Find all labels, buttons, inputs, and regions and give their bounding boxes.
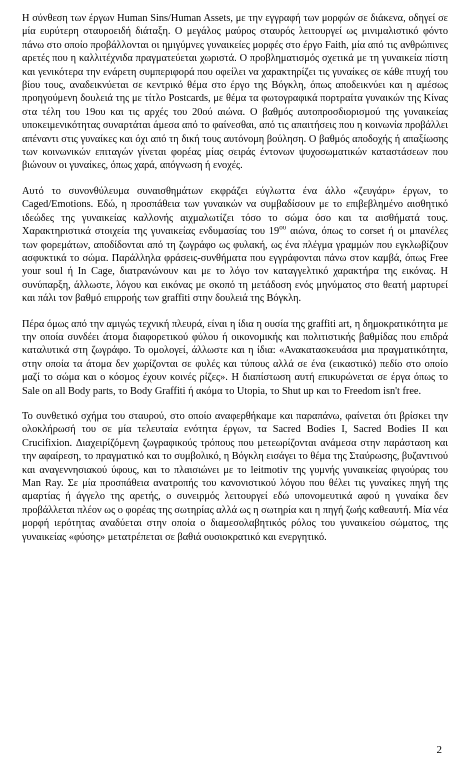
paragraph-2-text-b: αιώνα, όπως το corset ή οι μπανέλες των φορεμάτων, αποδίδονται από τη ζωγράφο ως φυλακή, ως ένα πλέγμα γραμμών που εγκλωβίζουν ασφυκτικά το σώμα. Παράλληλα φράσεις-συνθήματα που εγγράφονται πάνω στον καμβά, όπως Free your soul ή In Cage, διατρανώνουν και με το λόγο τον καταγγελτικό χαρακτήρα της εικόνας. Η συνύπαρξη, άλλωστε, λόγου και εικόνας με σκοπό τη μετάδοση ενός μηνύματος στο θεατή μαρτυρεί και πάλι τον βαθμό επιρροής των graffiti στην δουλειά της Βόγκλη. <box>22 226 448 305</box>
paragraph-2 <box>22 185 448 306</box>
paragraph-2-text-a: Αυτό το συνονθύλευμα συναισθημάτων εκφράζει εύγλωττα ένα άλλο «ζευγάρι» έργων, το Caged/Emotions. Εδώ, η προσπάθεια των γυναικών να συμβαδίσουν με το επιβεβλημένο αισθητικό ιδεώδες της γυναικείας καλλονής αιχμαλωτίζει τόσο το σώμα όσο και τα αισθήματά τους. Χαρακτηριστικά στοιχεία της γυναικείας ενδυμασίας του 19 <box>22 185 448 238</box>
page-number: 2 <box>436 744 442 756</box>
paragraph-1: Η σύνθεση των έργων Human Sins/Human Assets, με την εγγραφή των μορφών σε διάκενα, οδηγεί σε μία ευρύτερη σταυροειδή διάταξη. Ο μεγάλος μαύρος σταυρός λειτουργεί ως μινιμαλιστικό φόντο πάνω στο οποίο προβάλλονται οι ημιγύμνες γυναικείες μορφές στο έργο Faith, μία από τις ανθρώπινες αρετές που η καλλιτέχνιδα πραγματεύεται χωριστά. Ο προβληματισμός σχετικά με τη γυναικεία πίστη και γενικότερα την ενάρετη συμπεριφορά που οφείλει να χαρακτηρίζει τις γυναίκες σε κάθε πτυχή του βίου τους, αναδεικνύεται σε κεντρικό θέμα στο έργο της Βόγκλη, όπως αποδεικνύει και η αμέσως προηγούμενη δουλειά της με τίτλο Postcards, με θέμα τα φωτογραφικά πορτραίτα γυναικών της Κίνας στα τέλη του 19ου και τις αρχές του 20ού αιώνα. Ο βαθμός αυτοπροσδιορισμού της γυναικείας υποκειμενικότητας συναρτάται άμεσα από το φαίνεσθαι, από τις απαιτήσεις που η κοινωνία προβάλλει απέναντι στις γυναίκες και όχι από τη δική τους αυτόνομη βούληση. Ο βαθμός αποδοχής ή απαξίωσης των κοινωνικών επιταγών γίνεται φορέας μίας σειράς έντονων ψυχοσωματικών καταστάσεων που βιώνουν οι γυναίκες, όπως χαρά, απόγνωση ή ενοχές. <box>22 13 448 172</box>
paragraph-3: Πέρα όμως από την αμιγώς τεχνική πλευρά, είναι η ίδια η ουσία της graffiti art, η δημοκρατικότητα με την οποία συνδέει άτομα διαφορετικού φύλου ή οικονομικής και πολιτιστικής βαθμίδας που επιδρά καταλυτικά στη ζωγράφο. Το ομολογεί, άλλωστε και η ίδια: «Ανακατασκευάσα μια πραγματικότητα, στην οποία τα άτομα δεν χωρίζονται σε φυλές και τύπους αλλά σε ένα (εικαστικό) πεδίο στο οποίο μαζί το σώμα και ο κόσμος έχουν κοινές ρίζες». Η διαπίστωση αυτή επικυρώνεται σε έργα όπως το Sale on all Body parts, το Body Graffiti ή ακόμα το Utopia, το Shut up και το Freedom isn't free. <box>22 318 448 397</box>
ordinal-superscript: ου <box>279 223 287 232</box>
paragraph-4: Το συνθετικό σχήμα του σταυρού, στο οποίο αναφερθήκαμε και παραπάνω, φαίνεται ότι βρίσκει την ολοκλήρωσή του σε μία τελευταία ενότητα έργων, τα Sacred Bodies I, Sacred Bodies II και Crucifixion. Διαχειρίζόμενη ζωγραφικούς τρόπους που μετεωρίζονται ανάμεσα στην παράσταση και την αφαίρεση, το πραγματικό και το συμβολικό, η Βόγκλη εισάγει το θέμα της Σταύρωσης, βυζαντινού και αναγεννησιακού ύφους, και το πλαισιώνει με το leitmotiv της γυμνής γυναικείας φιγούρας του Man Ray. Σε μία προσπάθεια ανατροπής του κανονιστικού λόγου που θέλει τις γυναίκες πηγή της αμαρτίας ή άγγελο της αρετής, ο συνειρμός λειτουργεί εδώ υπονομευτικά αφού η γυναίκα δεν προβάλλεται πλέον ως ο φορέας της σωτηρίας αλλά ως η σωτηρία και η πηγή ζωής καθεαυτή. Μία νέα μορφή ιερότητας αναδύεται στην οποία ο διαμεσολαβητικός ρόλος του γυναικείου σώματος, της γυναικείας «φύσης» μετατρέπεται σε βαθιά ουσιοκρατικό και ενεργητικό. <box>22 410 448 543</box>
